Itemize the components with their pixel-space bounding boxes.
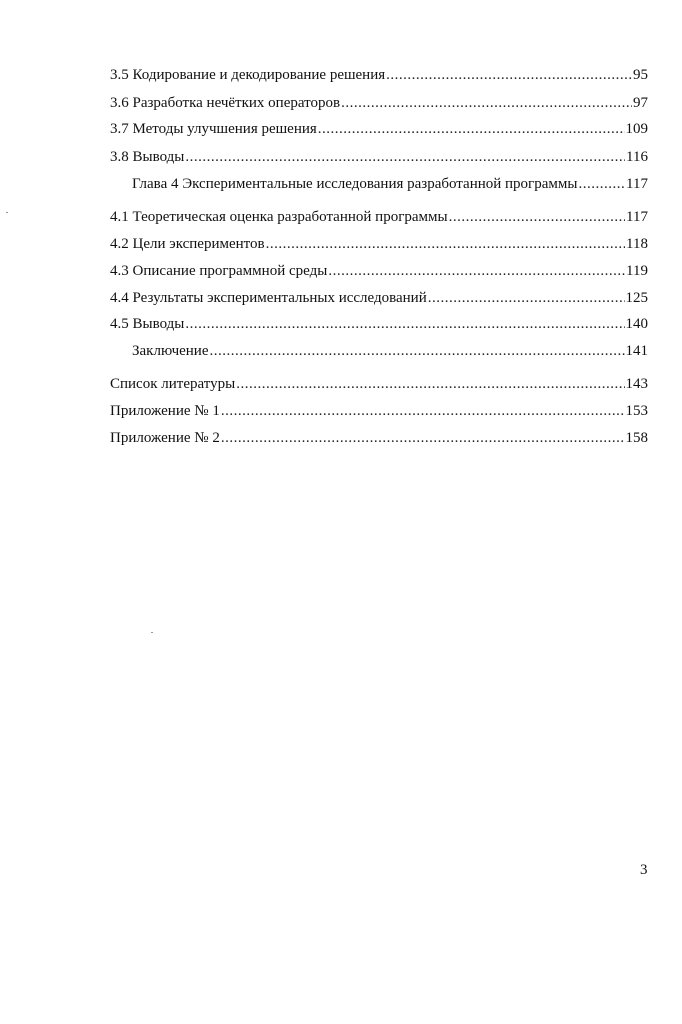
page-number: 3 [640, 862, 648, 878]
toc-entry-references [110, 375, 648, 393]
toc-leader-dots [266, 235, 625, 253]
toc-entry-title: 4.2 Цели экспериментов [110, 236, 265, 252]
toc-entry-4-3 [110, 262, 648, 280]
toc-entry-title: Заключение [132, 343, 209, 359]
toc-entry-page: 118 [626, 236, 648, 252]
toc-entry-title: 4.5 Выводы [110, 316, 185, 332]
toc-entry-page: 119 [626, 263, 648, 279]
toc-entry-page: 117 [626, 176, 648, 192]
toc-entry-page: 141 [625, 343, 648, 359]
toc-leader-dots [236, 375, 624, 393]
toc-leader-dots [386, 66, 632, 84]
scan-speck [151, 632, 153, 633]
toc-entry-page: 158 [625, 430, 648, 446]
toc-entry-title: 4.4 Результаты экспериментальных исследований [110, 290, 427, 306]
toc-entry-appendix-2 [110, 429, 648, 447]
toc-entry-page: 143 [625, 376, 648, 392]
toc-entry-title: Список литературы [110, 376, 236, 392]
toc-entry-title: 3.7 Методы улучшения решения [110, 121, 317, 137]
toc-leader-dots [578, 175, 625, 193]
toc-entry-4-5 [110, 315, 648, 333]
toc-entry-4-2 [110, 235, 648, 253]
toc-entry-appendix-1 [110, 402, 648, 420]
toc-entry-3-7 [110, 120, 648, 138]
toc-leader-dots [210, 342, 625, 360]
toc-entry-page: 153 [625, 403, 648, 419]
toc-entry-title: Глава 4 Экспериментальные исследования разработанной программы [132, 176, 578, 192]
toc-leader-dots [185, 148, 625, 166]
toc-leader-dots [185, 315, 624, 333]
toc-entry-title: Приложение № 2 [110, 430, 220, 446]
toc-leader-dots [318, 120, 625, 138]
toc-entry-page: 116 [626, 149, 648, 165]
toc-leader-dots [428, 289, 625, 307]
toc-entry-page: 140 [625, 316, 648, 332]
toc-entry-title: Приложение № 1 [110, 403, 220, 419]
toc-leader-dots [328, 262, 625, 280]
toc-leader-dots [341, 94, 632, 112]
toc-entry-4-4 [110, 289, 648, 307]
toc-entry-conclusion [132, 342, 648, 360]
toc-leader-dots [221, 429, 625, 447]
toc-entry-title: 3.6 Разработка нечётких операторов [110, 95, 341, 111]
toc-entry-4-1 [110, 208, 648, 226]
scan-speck [6, 212, 8, 213]
toc-entry-3-5 [110, 66, 648, 84]
toc-entry-page: 125 [625, 290, 648, 306]
toc-entry-page: 97 [633, 95, 648, 111]
toc-entry-title: 4.1 Теоретическая оценка разработанной программы [110, 209, 448, 225]
toc-entry-page: 95 [633, 67, 648, 83]
toc-entry-title: 4.3 Описание программной среды [110, 263, 328, 279]
toc-entry-3-8 [110, 148, 648, 166]
toc-entry-3-6 [110, 94, 648, 112]
toc-leader-dots [449, 208, 625, 226]
toc-entry-title: 3.5 Кодирование и декодирование решения [110, 67, 386, 83]
toc-entry-page: 117 [626, 209, 648, 225]
toc-leader-dots [221, 402, 625, 420]
toc-entry-page: 109 [625, 121, 648, 137]
toc-entry-title: 3.8 Выводы [110, 149, 185, 165]
toc-entry-chapter-4 [132, 175, 648, 193]
